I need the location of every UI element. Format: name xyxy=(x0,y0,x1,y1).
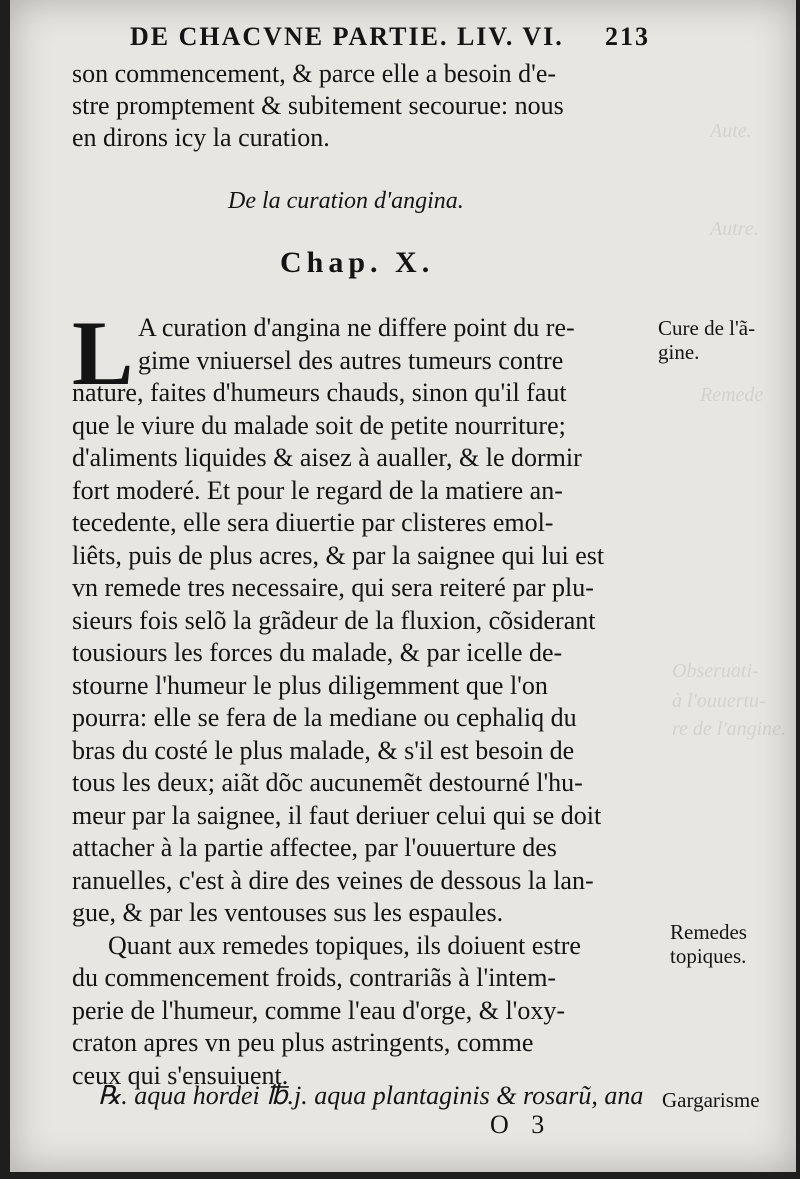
chapter-line: tecedente, elle sera diuertie par clisteres emol- xyxy=(72,508,554,537)
chapter-line: liêts, puis de plus acres, & par la saignee qui lui est xyxy=(72,540,605,570)
section-title: De la curation d'angina. xyxy=(228,188,464,214)
ghost-note: à l'ouuertu- xyxy=(672,690,766,712)
intro-line: en dirons icy la curation. xyxy=(72,123,330,152)
running-title: DE CHACVNE PARTIE. LIV. VI. xyxy=(130,22,564,51)
ghost-note: Remede xyxy=(700,384,764,406)
chapter-line: craton apres vn peu plus astringents, comme xyxy=(72,1028,534,1057)
intro-line: stre promptement & subitement secourue: nous xyxy=(72,91,564,120)
recipe-line: ℞. aqua hordei ℔.j. aqua plantaginis & rosarũ, ana xyxy=(98,1081,644,1110)
chapter-line: meur par la saignee, il faut deriuer celui qui se doit xyxy=(72,800,602,830)
chapter-line: d'aliments liquides & aisez à aualler, & le dormir xyxy=(72,443,582,472)
margin-note-remedes: Remedes xyxy=(670,920,747,944)
chapter-line: A curation d'angina ne differe point du re- xyxy=(138,313,575,342)
chapter-line: ceux qui s'ensuiuent. xyxy=(72,1060,289,1090)
chapter-line: que le viure du malade soit de petite nourriture; xyxy=(72,410,566,440)
signature-mark: O 3 xyxy=(490,1110,553,1139)
running-header xyxy=(130,22,650,52)
chapter-line: tous les deux; aiãt dõc aucunemẽt destourné l'hu- xyxy=(72,768,583,797)
margin-note-topiques: topiques. xyxy=(670,944,747,968)
chapter-line: pourra: elle se fera de la mediane ou cephaliq du xyxy=(72,703,577,732)
ghost-note: re de l'angine. xyxy=(672,718,787,740)
chapter-line: gime vniuersel des autres tumeurs contre xyxy=(138,345,564,375)
chapter-line: stourne l'humeur le plus diligemment que l'on xyxy=(72,670,548,700)
chapter-line: attacher à la partie affectee, par l'ouuerture des xyxy=(72,833,557,862)
chapter-line: gue, & par les ventouses sus les espaules. xyxy=(72,898,504,927)
margin-note-cure-2: gine. xyxy=(658,340,700,364)
chapter-title: Chap. X. xyxy=(280,246,435,279)
chapter-line: perie de l'humeur, comme l'eau d'orge, & l'oxy- xyxy=(72,995,566,1025)
chapter-line: Quant aux remedes topiques, ils doiuent estre xyxy=(108,930,581,960)
intro-line: son commencement, & parce elle a besoin d'e- xyxy=(72,59,557,88)
chapter-line: fort moderé. Et pour le regard de la matiere an- xyxy=(72,475,563,505)
chapter-line: ranuelles, c'est à dire des veines de dessous la lan- xyxy=(72,865,594,895)
chapter-line: vn remede tres necessaire, qui sera reiteré par plu- xyxy=(72,573,594,602)
chapter-line: sieurs fois selõ la grãdeur de la fluxion, cõsiderant xyxy=(72,605,596,635)
ghost-note: Autre. xyxy=(710,218,759,240)
book-page xyxy=(10,0,796,1172)
chapter-line: tousiours les forces du malade, & par icelle de- xyxy=(72,638,563,667)
page-number: 213 xyxy=(605,22,650,51)
ghost-note: Obseruati- xyxy=(672,660,759,682)
chapter-line: bras du costé le plus malade, & s'il est besoin de xyxy=(72,735,575,765)
margin-note-cure: Cure de l'ã- xyxy=(658,316,756,340)
chapter-line: du commencement froids, contrariãs à l'intem- xyxy=(72,963,557,992)
margin-note-gargarisme: Gargarisme xyxy=(662,1088,760,1112)
ghost-note: Aute. xyxy=(710,120,752,142)
chapter-line: nature, faites d'humeurs chauds, sinon qu'il faut xyxy=(72,378,567,407)
drop-cap: L xyxy=(72,302,134,404)
